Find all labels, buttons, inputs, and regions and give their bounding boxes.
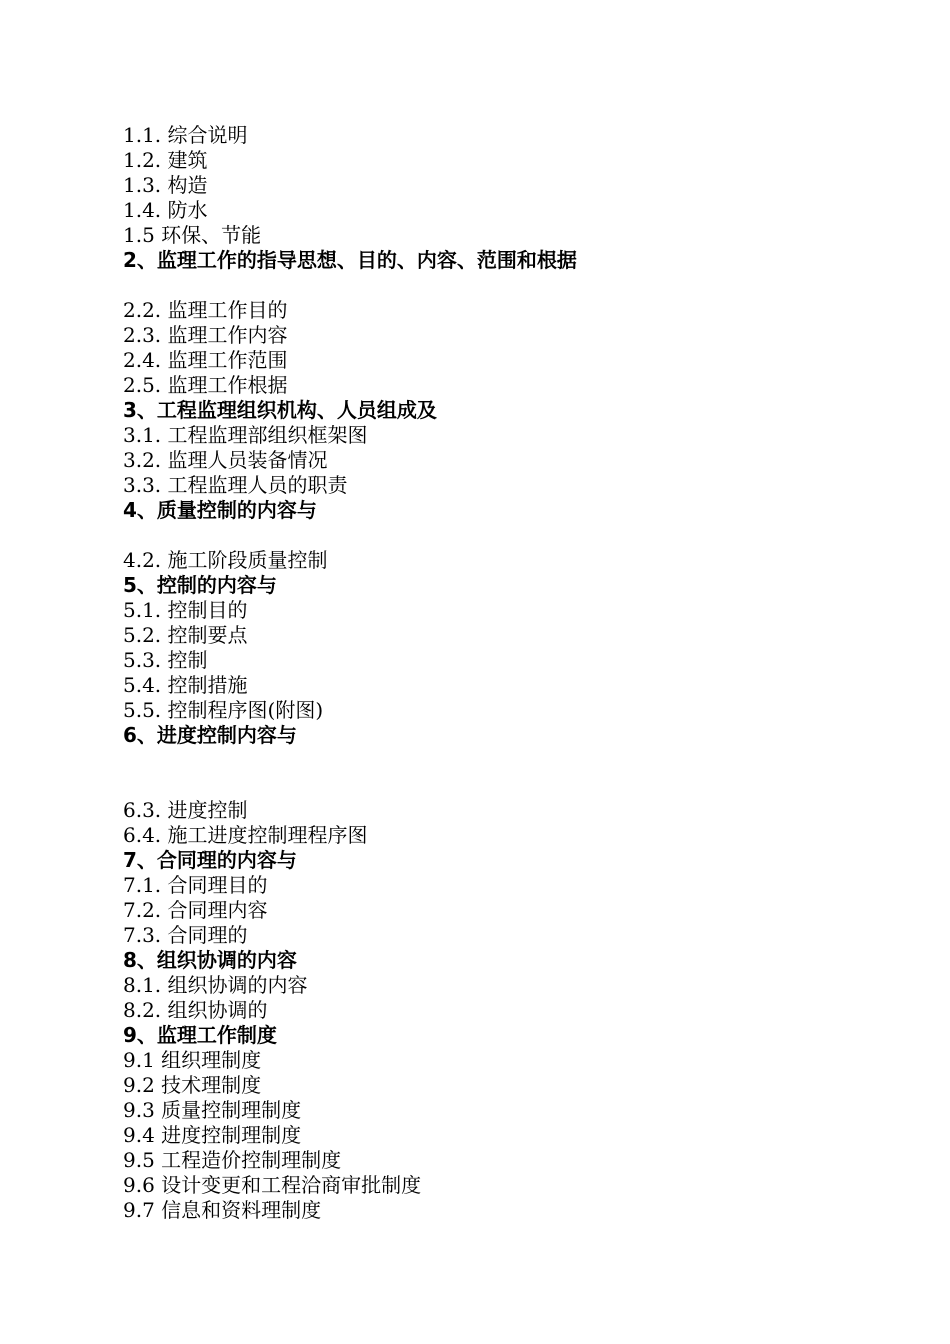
toc-section-heading: 2、监理工作的指导思想、目的、内容、范围和根据 <box>123 248 577 272</box>
toc-section-heading: 7、合同理的内容与 <box>123 848 297 872</box>
blank-line <box>123 523 883 548</box>
toc-item: 3.2. 监理人员装备情况 <box>123 448 328 472</box>
toc-section-heading: 4、质量控制的内容与 <box>123 498 317 522</box>
toc-section-heading: 9、监理工作制度 <box>123 1023 277 1047</box>
toc-item: 9.3 质量控制理制度 <box>123 1098 302 1122</box>
toc-item: 6.3. 进度控制 <box>123 798 248 822</box>
toc-item: 1.2. 建筑 <box>123 148 208 172</box>
toc-item: 2.4. 监理工作范围 <box>123 348 288 372</box>
toc-item: 1.5 环保、节能 <box>123 223 262 247</box>
toc-item: 7.3. 合同理的 <box>123 923 248 947</box>
toc-item: 8.1. 组织协调的内容 <box>123 973 308 997</box>
toc-item: 9.2 技术理制度 <box>123 1073 262 1097</box>
toc-item: 9.6 设计变更和工程洽商审批制度 <box>123 1173 422 1197</box>
toc-item: 2.2. 监理工作目的 <box>123 298 288 322</box>
toc-item: 6.4. 施工进度控制理程序图 <box>123 823 368 847</box>
toc-item: 3.3. 工程监理人员的职责 <box>123 473 348 497</box>
toc-item: 2.5. 监理工作根据 <box>123 373 288 397</box>
toc-item: 5.3. 控制 <box>123 648 208 672</box>
toc-item: 1.4. 防水 <box>123 198 208 222</box>
toc-item: 7.1. 合同理目的 <box>123 873 268 897</box>
toc-item: 8.2. 组织协调的 <box>123 998 268 1022</box>
toc-item: 7.2. 合同理内容 <box>123 898 268 922</box>
blank-line <box>123 748 883 798</box>
toc-section-heading: 3、工程监理组织机构、人员组成及 <box>123 398 437 422</box>
toc-section-heading: 8、组织协调的内容 <box>123 948 297 972</box>
toc-item: 9.7 信息和资料理制度 <box>123 1198 322 1222</box>
toc-item: 5.1. 控制目的 <box>123 598 248 622</box>
toc-section-heading: 5、控制的内容与 <box>123 573 277 597</box>
toc-item: 5.4. 控制措施 <box>123 673 248 697</box>
toc-item: 5.5. 控制程序图(附图) <box>123 698 324 722</box>
toc-item: 9.4 进度控制理制度 <box>123 1123 302 1147</box>
toc-item: 3.1. 工程监理部组织框架图 <box>123 423 368 447</box>
toc-item: 2.3. 监理工作内容 <box>123 323 288 347</box>
toc-section-heading: 6、进度控制内容与 <box>123 723 297 747</box>
toc-item: 1.3. 构造 <box>123 173 208 197</box>
toc-item: 5.2. 控制要点 <box>123 623 248 647</box>
toc-item: 9.1 组织理制度 <box>123 1048 262 1072</box>
table-of-contents <box>123 123 883 1223</box>
toc-item: 9.5 工程造价控制理制度 <box>123 1148 342 1172</box>
blank-line <box>123 273 883 298</box>
toc-item: 1.1. 综合说明 <box>123 123 248 147</box>
toc-item: 4.2. 施工阶段质量控制 <box>123 548 328 572</box>
